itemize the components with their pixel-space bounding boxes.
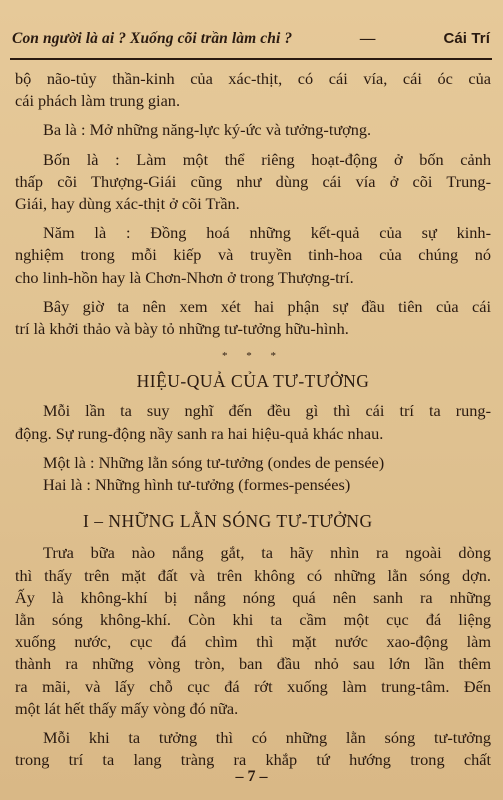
header-rule: [10, 58, 492, 60]
text-line: Năm là : Đồng hoá những kết-quả của sự kinh-: [43, 223, 491, 243]
text-line: Ấy là không-khí bị nắng nóng quá nên sanh ra những: [15, 587, 491, 607]
header-author: Cái Trí: [443, 30, 490, 47]
text-line: một lát hết thấy mấy vòng đó nữa.: [15, 698, 239, 718]
text-line: Ba là : Mở những năng-lực ký-ức và tưởng-tượng.: [43, 120, 372, 140]
header-title: Con người là ai ? Xuống cõi trần làm chi ?: [12, 30, 293, 47]
page-number: – 7 –: [235, 768, 268, 785]
text-line: Mỗi lần ta suy nghĩ đến đều gì thì cái trí ta rung-: [43, 401, 491, 421]
text-line: Giái, hay dùng xác-thịt ở cõi Trần.: [15, 194, 240, 214]
paragraph-item-three: [15, 119, 491, 141]
text-line: thì thấy trên mặt đất và trên không có những lằn sóng dợn.: [15, 565, 491, 585]
text-line: thành ra những vòng tròn, ban đầu nhỏ sau lớn lần thêm: [15, 654, 491, 674]
text-line: bộ não-tủy thần-kinh của xác-thịt, có cái vía, cái óc của: [15, 69, 491, 88]
subsection-heading: I – NHỮNG LẰN SÓNG TƯ-TƯỞNG: [83, 511, 373, 532]
text-line: Mỗi khi ta tưởng thì có những lằn sóng tư-tưởng: [43, 728, 491, 748]
text-line: lằn sóng không-khí. Còn khi ta cầm một cục đá liệng: [15, 610, 491, 630]
section-heading: HIỆU-QUẢ CỦA TƯ-TƯỞNG: [136, 371, 370, 392]
text-line: cho linh-hồn hay là Chơn-Nhơn ở trong Thượng-trí.: [15, 267, 354, 287]
body-text: [15, 68, 491, 778]
text-line: trí là khởi thảo và bày tỏ những tư-tưởng hữu-hình.: [15, 319, 349, 339]
section-separator: * * *: [222, 350, 284, 363]
running-header: [12, 30, 490, 48]
paragraph-continuation: [15, 68, 491, 112]
paragraph-item-five: [15, 222, 491, 289]
paragraph-summary: [15, 296, 491, 340]
text-line: nghiệm trong mỗi kiếp và truyền tinh-hoa của chúng nó: [15, 245, 491, 265]
text-line: động. Sự rung-động nầy sanh ra hai hiệu-quả khác nhau.: [15, 423, 384, 443]
text-line: cái phách làm trung gian.: [15, 91, 181, 111]
text-line: thấp cõi Thượng-Giái cũng như dùng cái vía ở cõi Trung-: [15, 171, 491, 191]
text-line: Hai là : Những hình tư-tưởng (formes-pensées): [43, 475, 351, 495]
paragraph-effect-two: [15, 474, 491, 496]
paragraph-item-four: [15, 149, 491, 216]
paragraph-thought-vibration: [15, 400, 491, 444]
text-line: trong trí ta lang tràng ra khắp tứ hướng trong chất: [15, 750, 491, 770]
paragraph-effect-one: [15, 452, 491, 474]
text-line: Bốn là : Làm một thể riêng hoạt-động ở bốn cảnh: [43, 149, 491, 169]
header-dash: —: [360, 30, 376, 47]
paragraph-thought-waves: [15, 727, 491, 771]
paragraph-waves-analogy: [15, 542, 491, 720]
text-line: Trưa bữa nào nắng gắt, ta hãy nhìn ra ngoài dòng: [43, 543, 491, 563]
text-line: ra mãi, và lấy chỗ cục đá rớt xuống làm trung-tâm. Đến: [15, 676, 491, 696]
text-line: Bây giờ ta nên xem xét hai phận sự đầu tiên của cái: [43, 296, 491, 316]
text-line: xuống nước, cục đá chìm thì mặt nước xao-động làm: [15, 632, 491, 652]
text-line: Một là : Những lằn sóng tư-tưởng (ondes de pensée): [43, 452, 385, 472]
